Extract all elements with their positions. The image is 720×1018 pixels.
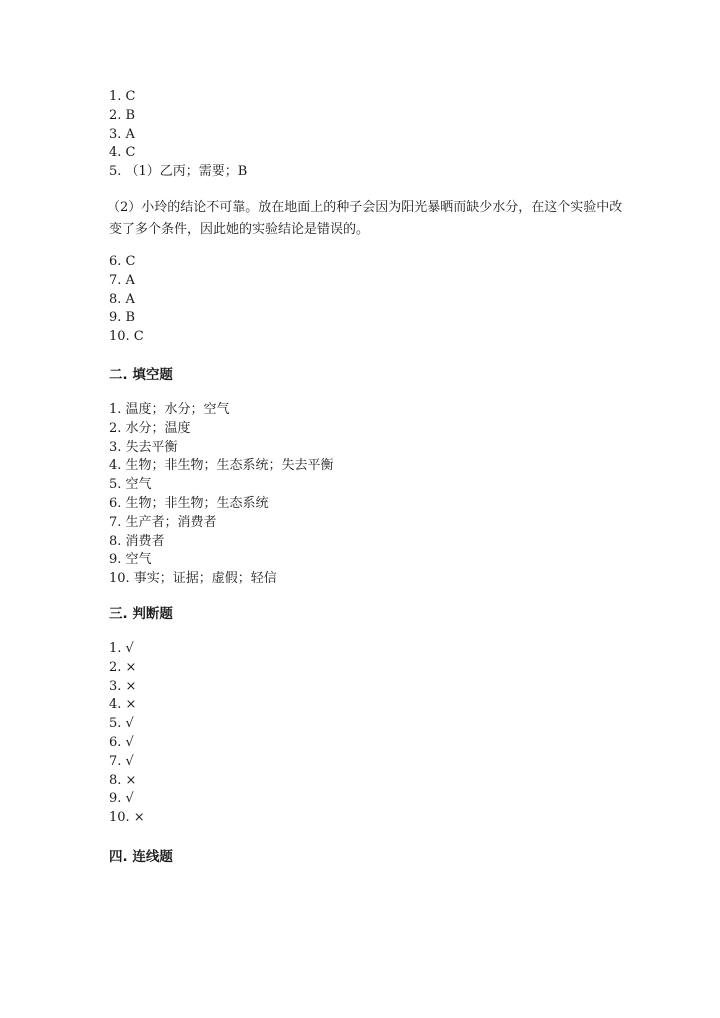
answer-line: 4. 生物；非生物；生态系统；失去平衡 — [109, 458, 334, 474]
answer-line: 2. × — [109, 659, 137, 675]
fill-in-answer-list — [109, 401, 629, 589]
answer-line: 10. C — [109, 329, 144, 345]
answer-line: 7. 生产者；消费者 — [109, 514, 217, 530]
answer-line: 6. √ — [109, 734, 134, 750]
answer-explanation-paragraph: （2）小玲的结论不可靠。放在地面上的种子会因为阳光暴晒而缺少水分，在这个实验中改变了多个条件，因此她的实验结论是错误的。 — [107, 200, 623, 237]
answer-line: 4. C — [109, 145, 136, 161]
answer-line: 9. √ — [109, 791, 134, 807]
answer-line: 10. × — [109, 810, 145, 826]
answer-line: 6. 生物；非生物；生态系统 — [109, 495, 269, 511]
answer-line: 1. √ — [109, 641, 134, 656]
section-heading-fill-in: 二. 填空题 — [109, 367, 173, 383]
answer-line: 8. A — [109, 291, 135, 307]
answer-line: 8. × — [109, 772, 137, 788]
answer-line: 3. 失去平衡 — [109, 439, 178, 455]
answer-line: 6. C — [109, 254, 136, 269]
answer-line: 5. （1）乙丙；需要；B — [109, 164, 248, 180]
answer-list-6-10 — [109, 253, 629, 347]
answer-line: 5. 空气 — [109, 477, 152, 493]
answer-line: 7. A — [109, 272, 135, 288]
answer-line: 1. C — [109, 89, 136, 104]
answer-line: 3. A — [109, 126, 135, 142]
section-heading-true-false: 三. 判断题 — [109, 606, 173, 622]
answer-line: 10. 事实；证据；虚假；轻信 — [109, 571, 277, 587]
answer-line: 8. 消费者 — [109, 533, 165, 549]
answer-line: 3. × — [109, 678, 137, 694]
answer-line: 1. 温度；水分；空气 — [109, 402, 230, 417]
answer-line: 2. B — [109, 107, 136, 123]
answer-line: 9. 空气 — [109, 552, 152, 568]
true-false-answer-list — [109, 640, 629, 828]
answer-line: 9. B — [109, 310, 136, 326]
answer-line: 7. √ — [109, 753, 134, 769]
section-heading-matching: 四. 连线题 — [109, 849, 173, 865]
answer-line: 5. √ — [109, 716, 134, 732]
answer-line: 2. 水分；温度 — [109, 420, 191, 436]
answer-list-1-5 — [109, 88, 629, 182]
answer-line: 4. × — [109, 697, 137, 713]
